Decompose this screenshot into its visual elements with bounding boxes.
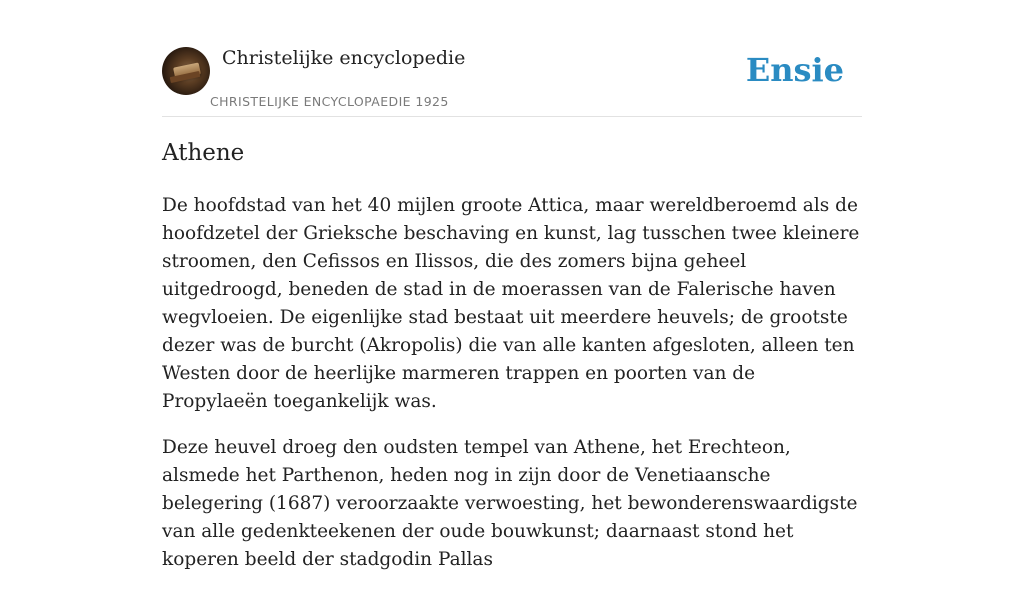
brand-logo-link[interactable]: Ensie — [745, 51, 844, 89]
article-paragraph: De hoofdstad van het 40 mijlen groote Attica, maar wereldberoemd als de hoofdzetel der Grieksche beschaving en kunst, lag tusschen twee kleinere stroomen, den Cefissos en Ilissos, die des zomers bijna geheel uitgedroogd, beneden de stad in de moerassen van de Falerische haven wegvloeien. De eigenlijke stad bestaat uit meerdere heuvels; de grootste dezer was de burcht (Akropolis) die van alle kanten afgesloten, alleen ten Westen door de heerlijke marmeren trappen en poorten van de Propylaeën toegankelijk was. — [162, 195, 860, 412]
article-title: Athene — [162, 140, 245, 166]
article-body — [162, 192, 862, 592]
site-header — [162, 46, 862, 117]
article-paragraph: Deze heuvel droeg den oudsten tempel van Athene, het Erechteon, alsmede het Parthenon, heden nog in zijn door de Venetiaansche belegering (1687) veroorzaakte verwoesting, het bewonderenswaardigste van alle gedenkteekenen der oude bouwkunst; daarnaast stond het koperen beeld der stadgodin Pallas — [162, 437, 858, 570]
site-subtitle[interactable]: CHRISTELIJKE ENCYCLOPAEDIE 1925 — [210, 94, 449, 109]
site-title[interactable]: Christelijke encyclopedie — [222, 47, 466, 69]
avatar[interactable] — [162, 47, 210, 95]
